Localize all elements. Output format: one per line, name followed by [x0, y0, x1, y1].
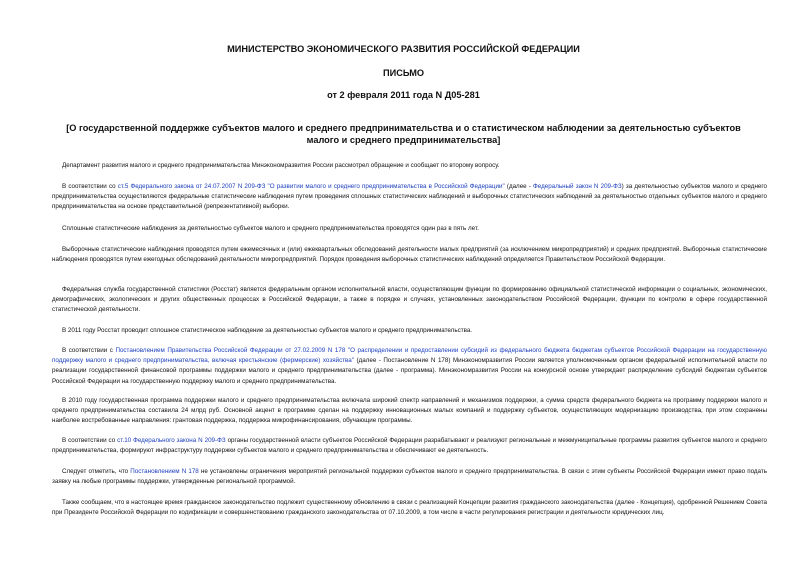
paragraph-text: В соответствии с	[62, 347, 116, 354]
paragraph-2	[52, 182, 767, 213]
paragraph-11	[52, 498, 767, 518]
ministry-heading: МИНИСТЕРСТВО ЭКОНОМИЧЕСКОГО РАЗВИТИЯ РОССИЙСКОЙ ФЕДЕРАЦИИ	[227, 44, 580, 54]
paragraph-9	[52, 436, 767, 456]
paragraph-text: Сплошные статистические наблюдения за деятельностью субъектов малого и среднего предпринимательства проводятся один раз в пять лет.	[62, 225, 479, 232]
document-type: ПИСЬМО	[382, 68, 425, 78]
paragraph-text: (далее -	[504, 183, 534, 190]
resolution-178-link[interactable]: Постановлением Правительства Российской Федерации от 27.02.2009 N 178 "О распределении и предоставлении субсидий из федерального бюджета бюджетам субъектов Российской Федерации на государственную поддержку малого и среднего предпринимательства, включая крестьянские (фермерские) хозяйства"	[52, 347, 767, 365]
paragraph-10	[52, 467, 767, 487]
paragraph-8	[52, 396, 767, 427]
document-subject: [О государственной поддержке субъектов малого и среднего предпринимательства и о статистическом наблюдении за деятельностью субъектов малого и среднего предпринимательства]	[66, 123, 741, 145]
paragraph-6	[52, 326, 767, 336]
paragraph-3	[52, 224, 767, 234]
law-209-link[interactable]: Федеральный закон N 209-ФЗ	[533, 183, 622, 190]
paragraph-5	[52, 285, 767, 316]
paragraph-text: Департамент развития малого и среднего предпринимательства Минэкономразвития России рассмотрел обращение и сообщает по второму вопросу.	[62, 162, 500, 169]
paragraph-text: В соответствии со	[62, 183, 118, 190]
law-209-article-5-link[interactable]: ст.5 Федерального закона от 24.07.2007 N 209-ФЗ "О развитии малого и среднего предпринимательства в Российской Федерации"	[117, 183, 505, 190]
paragraph-text: Федеральная служба государственной статистики (Росстат) является федеральным органом исполнительной власти, осуществляющим функции по формированию официальной статистической информации о социальных, экономических, демографических, экологических и других общественных процессах в Российской Федерации, а также в порядке и случаях, установленных законодательством Российской Федерации, функции по контролю в сфере государственной статистической деятельности.	[52, 286, 767, 314]
paragraph-text: органы государственной власти субъектов Российской Федерации разрабатывают и реализуют региональные и межмуниципальные программы развития субъектов малого и среднего предпринимательства, формируют инфраструктуру поддержки субъектов малого и среднего предпринимательства и обеспечивают ее деятельность.	[52, 437, 767, 455]
paragraph-text: В 2010 году государственная программа поддержки малого и среднего предпринимательства включала широкий спектр направлений и механизмов поддержки, а сумма средств федерального бюджета на программу поддержки малого и среднего предпринимательства составила 24 млрд руб. Основной акцент в программе сделан на поддержку инновационных малых компаний и поддержку субъектов, осуществляющих модернизацию производства, при этом сохранены наиболее востребованные направления: грантовая поддержка, поддержка микрофинансирования, обучающие программы.	[52, 397, 767, 425]
paragraph-text: Следует отметить, что	[62, 468, 131, 475]
paragraph-text: Также сообщаем, что в настоящее время гражданское законодательство подлежит существенному обновлению в связи с реализацией Концепции развития гражданского законодательства (далее - Концепция), одобренной Решением Совета при Президенте Российской Федерации по кодификации и совершенствованию гражданского законодательства от 07.10.2009, в том числе в части регулирования регистрации и деятельности юридических лиц.	[52, 499, 767, 517]
paragraph-text: Выборочные статистические наблюдения проводятся путем ежемесячных и (или) ежеквартальных обследований деятельности малых предприятий (за исключением микропредприятий) и средних предприятий. Выборочные статистические наблюдения проводятся путем ежегодных обследований деятельности микропредприятий. Порядок проведения выборочных статистических наблюдений определяется Правительством Российской Федерации.	[52, 246, 767, 264]
paragraph-text: не установлены ограничения мероприятий региональной поддержки субъектов малого и среднего предпринимательства. В связи с этим субъекты Российской Федерации имеют право подать заявку на любые программы поддержки, утвержденные региональной программой.	[52, 468, 768, 486]
paragraph-7	[52, 346, 767, 387]
paragraph-text: (далее - Постановление N 178) Минэкономразвития России является уполномоченным органом федеральной исполнительной власти по реализации государственной финансовой программы поддержки малого и среднего предпринимательства (далее - программа). Минэкономразвития России на конкурсной основе утверждает распределение субсидий бюджетам субъектов Российской Федерации на государственную поддержку малого и среднего предпринимательства.	[52, 357, 767, 385]
paragraph-1	[52, 161, 767, 171]
paragraph-text: ) за деятельностью субъектов малого и среднего предпринимательства осуществляются федеральные статистические наблюдения путем проведения сплошных статистических наблюдений и выборочных статистических наблюдений за деятельностью отдельных субъектов малого и среднего предпринимательства на основе представительной (репрезентативной) выборки.	[52, 183, 767, 211]
paragraph-4	[52, 245, 767, 265]
resolution-178-short-link[interactable]: Постановлением N 178	[130, 468, 199, 475]
paragraph-text: В соответствии со	[62, 437, 118, 444]
document-date-number: от 2 февраля 2011 года N Д05-281	[327, 90, 480, 100]
law-209-article-10-link[interactable]: ст.10 Федерального закона N 209-ФЗ	[117, 437, 226, 444]
paragraph-text: В 2011 году Росстат проводит сплошное статистическое наблюдение за деятельностью субъектов малого и среднего предпринимательства.	[62, 327, 473, 334]
